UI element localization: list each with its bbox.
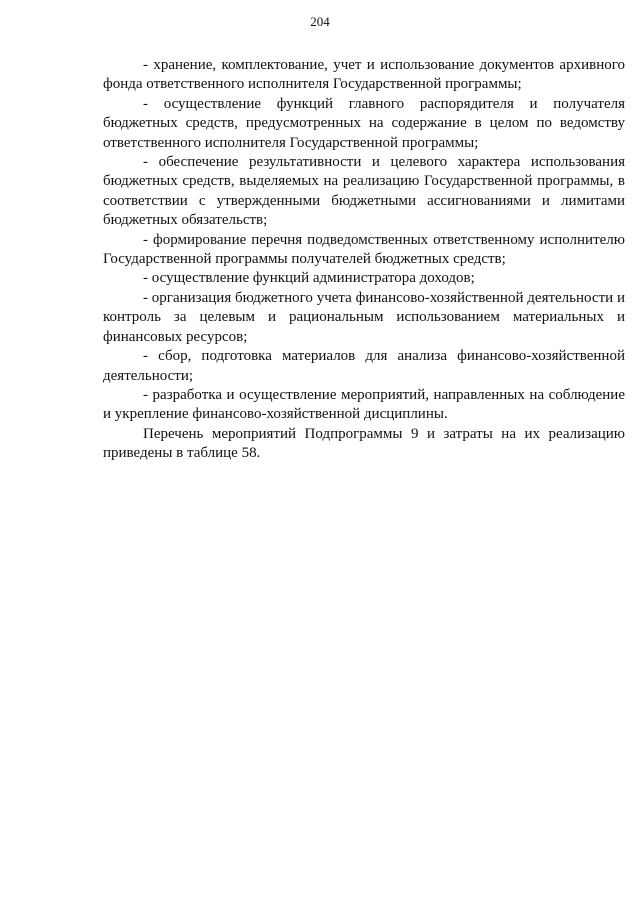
paragraph-effectiveness: - обеспечение результативности и целевого характера использования бюджетных средств, выделяемых на реализацию Государственной программы, в соответствии с утвержденными бюджетными ассигнованиями и лимитами бюджетных обязательств; — [103, 154, 625, 229]
paragraph-accounting: - организация бюджетного учета финансово-хозяйственной деятельности и контроль за целевым и рациональным использованием материальных и финансовых ресурсов; — [103, 289, 625, 345]
paragraph-analysis: - сбор, подготовка материалов для анализа финансово-хозяйственной деятельности; — [103, 348, 625, 384]
page-number: 204 — [310, 14, 330, 29]
paragraph-budget-manager: - осуществление функций главного распорядителя и получателя бюджетных средств, предусмотренных на содержание в целом по ведомству ответственного исполнителя Государственной программы; — [103, 95, 625, 151]
paragraph-revenue-admin: - осуществление функций администратора доходов; — [143, 270, 475, 287]
paragraph-recipients-list: - формирование перечня подведомственных ответственному исполнителю Государственной программы получателей бюджетных средств; — [103, 231, 625, 268]
document-body — [103, 56, 625, 464]
paragraph-archive: - хранение, комплектование, учет и использование документов архивного фонда ответственного исполнителя Государственной программы; — [103, 57, 625, 93]
paragraph-table-reference: Перечень мероприятий Подпрограммы 9 и затраты на их реализацию приведены в таблице 58. — [103, 425, 625, 462]
paragraph-discipline: - разработка и осуществление мероприятий, направленных на соблюдение и укрепление финансово-хозяйственной дисциплины. — [103, 386, 625, 423]
